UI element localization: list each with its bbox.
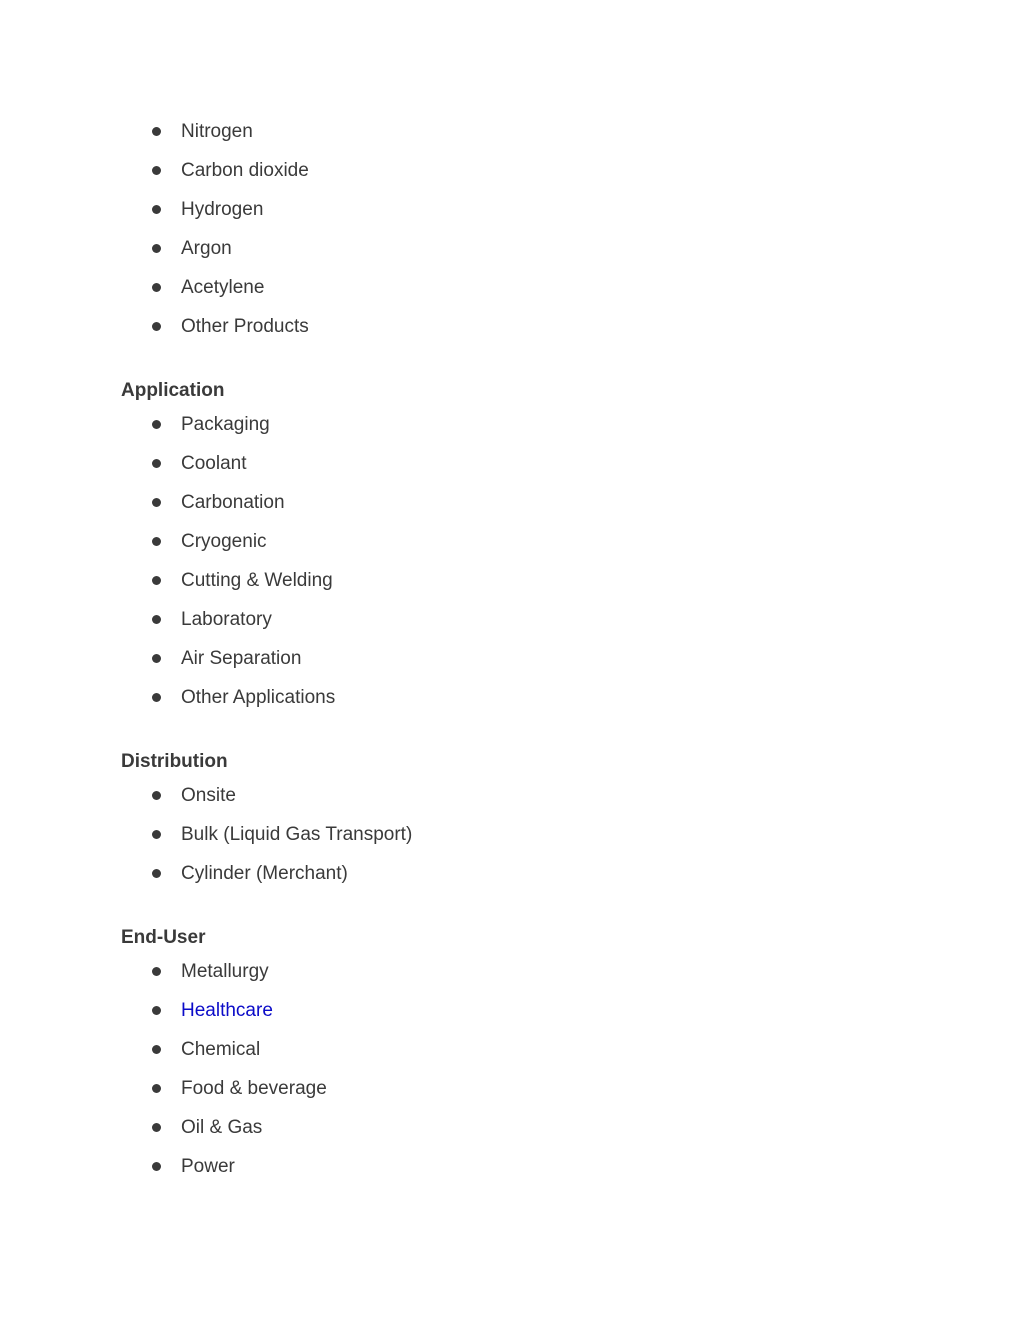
bullet-icon bbox=[152, 615, 161, 624]
bullet-icon bbox=[152, 244, 161, 253]
list-item bbox=[0, 648, 1024, 687]
list-item bbox=[0, 1117, 1024, 1156]
list-item-text: Hydrogen bbox=[181, 199, 264, 220]
bullet-icon bbox=[152, 283, 161, 292]
list-item-text: Cutting & Welding bbox=[181, 570, 333, 591]
list-item-text: Packaging bbox=[181, 414, 270, 435]
list-item bbox=[0, 863, 1024, 902]
list-item bbox=[0, 277, 1024, 316]
products-list bbox=[0, 121, 1024, 355]
list-item-text: Coolant bbox=[181, 453, 247, 474]
list-item-text: Food & beverage bbox=[181, 1078, 327, 1099]
bullet-icon bbox=[152, 537, 161, 546]
list-item-text: Chemical bbox=[181, 1039, 261, 1060]
bullet-icon bbox=[152, 1084, 161, 1093]
bullet-icon bbox=[152, 654, 161, 663]
section-heading: End-User bbox=[121, 927, 206, 948]
application-list bbox=[0, 414, 1024, 726]
list-item bbox=[0, 1078, 1024, 1117]
list-item bbox=[0, 824, 1024, 863]
bullet-icon bbox=[152, 498, 161, 507]
list-item-text: Carbon dioxide bbox=[181, 160, 309, 181]
bullet-icon bbox=[152, 205, 161, 214]
list-item-text: Air Separation bbox=[181, 648, 302, 669]
distribution-list bbox=[0, 785, 1024, 902]
list-item bbox=[0, 414, 1024, 453]
list-item bbox=[0, 570, 1024, 609]
list-item bbox=[0, 453, 1024, 492]
list-item-text: Nitrogen bbox=[181, 121, 253, 142]
list-item-text: Carbonation bbox=[181, 492, 285, 513]
bullet-icon bbox=[152, 1162, 161, 1171]
list-item bbox=[0, 1156, 1024, 1195]
list-item bbox=[0, 492, 1024, 531]
list-item bbox=[0, 961, 1024, 1000]
bullet-icon bbox=[152, 869, 161, 878]
list-item-text: Other Products bbox=[181, 316, 309, 337]
bullet-icon bbox=[152, 322, 161, 331]
bullet-icon bbox=[152, 459, 161, 468]
list-item-text: Cryogenic bbox=[181, 531, 267, 552]
bullet-icon bbox=[152, 1123, 161, 1132]
list-item bbox=[0, 531, 1024, 570]
list-item bbox=[0, 1039, 1024, 1078]
list-item-text: Power bbox=[181, 1156, 235, 1177]
list-item-text: Oil & Gas bbox=[181, 1117, 263, 1138]
list-item-text: Acetylene bbox=[181, 277, 265, 298]
list-item-text: Argon bbox=[181, 238, 232, 259]
list-item-text: Cylinder (Merchant) bbox=[181, 863, 348, 884]
end-user-list bbox=[0, 961, 1024, 1195]
bullet-icon bbox=[152, 420, 161, 429]
bullet-icon bbox=[152, 693, 161, 702]
list-item bbox=[0, 785, 1024, 824]
list-item bbox=[0, 199, 1024, 238]
bullet-icon bbox=[152, 127, 161, 136]
bullet-icon bbox=[152, 166, 161, 175]
list-item-text: Onsite bbox=[181, 785, 236, 806]
bullet-icon bbox=[152, 967, 161, 976]
list-item-text: Metallurgy bbox=[181, 961, 269, 982]
list-item-text: Bulk (Liquid Gas Transport) bbox=[181, 824, 413, 845]
section-heading: Distribution bbox=[121, 751, 228, 772]
list-item bbox=[0, 121, 1024, 160]
list-item-text: Laboratory bbox=[181, 609, 272, 630]
bullet-icon bbox=[152, 1045, 161, 1054]
list-item bbox=[0, 316, 1024, 355]
list-item bbox=[0, 1000, 1024, 1039]
list-item-text: Other Applications bbox=[181, 687, 336, 708]
list-item bbox=[0, 687, 1024, 726]
bullet-icon bbox=[152, 576, 161, 585]
bullet-icon bbox=[152, 791, 161, 800]
list-item bbox=[0, 160, 1024, 199]
section-heading: Application bbox=[121, 380, 225, 401]
bullet-icon bbox=[152, 1006, 161, 1015]
list-item bbox=[0, 238, 1024, 277]
bullet-icon bbox=[152, 830, 161, 839]
healthcare-link[interactable]: Healthcare bbox=[181, 1000, 273, 1021]
list-item bbox=[0, 609, 1024, 648]
